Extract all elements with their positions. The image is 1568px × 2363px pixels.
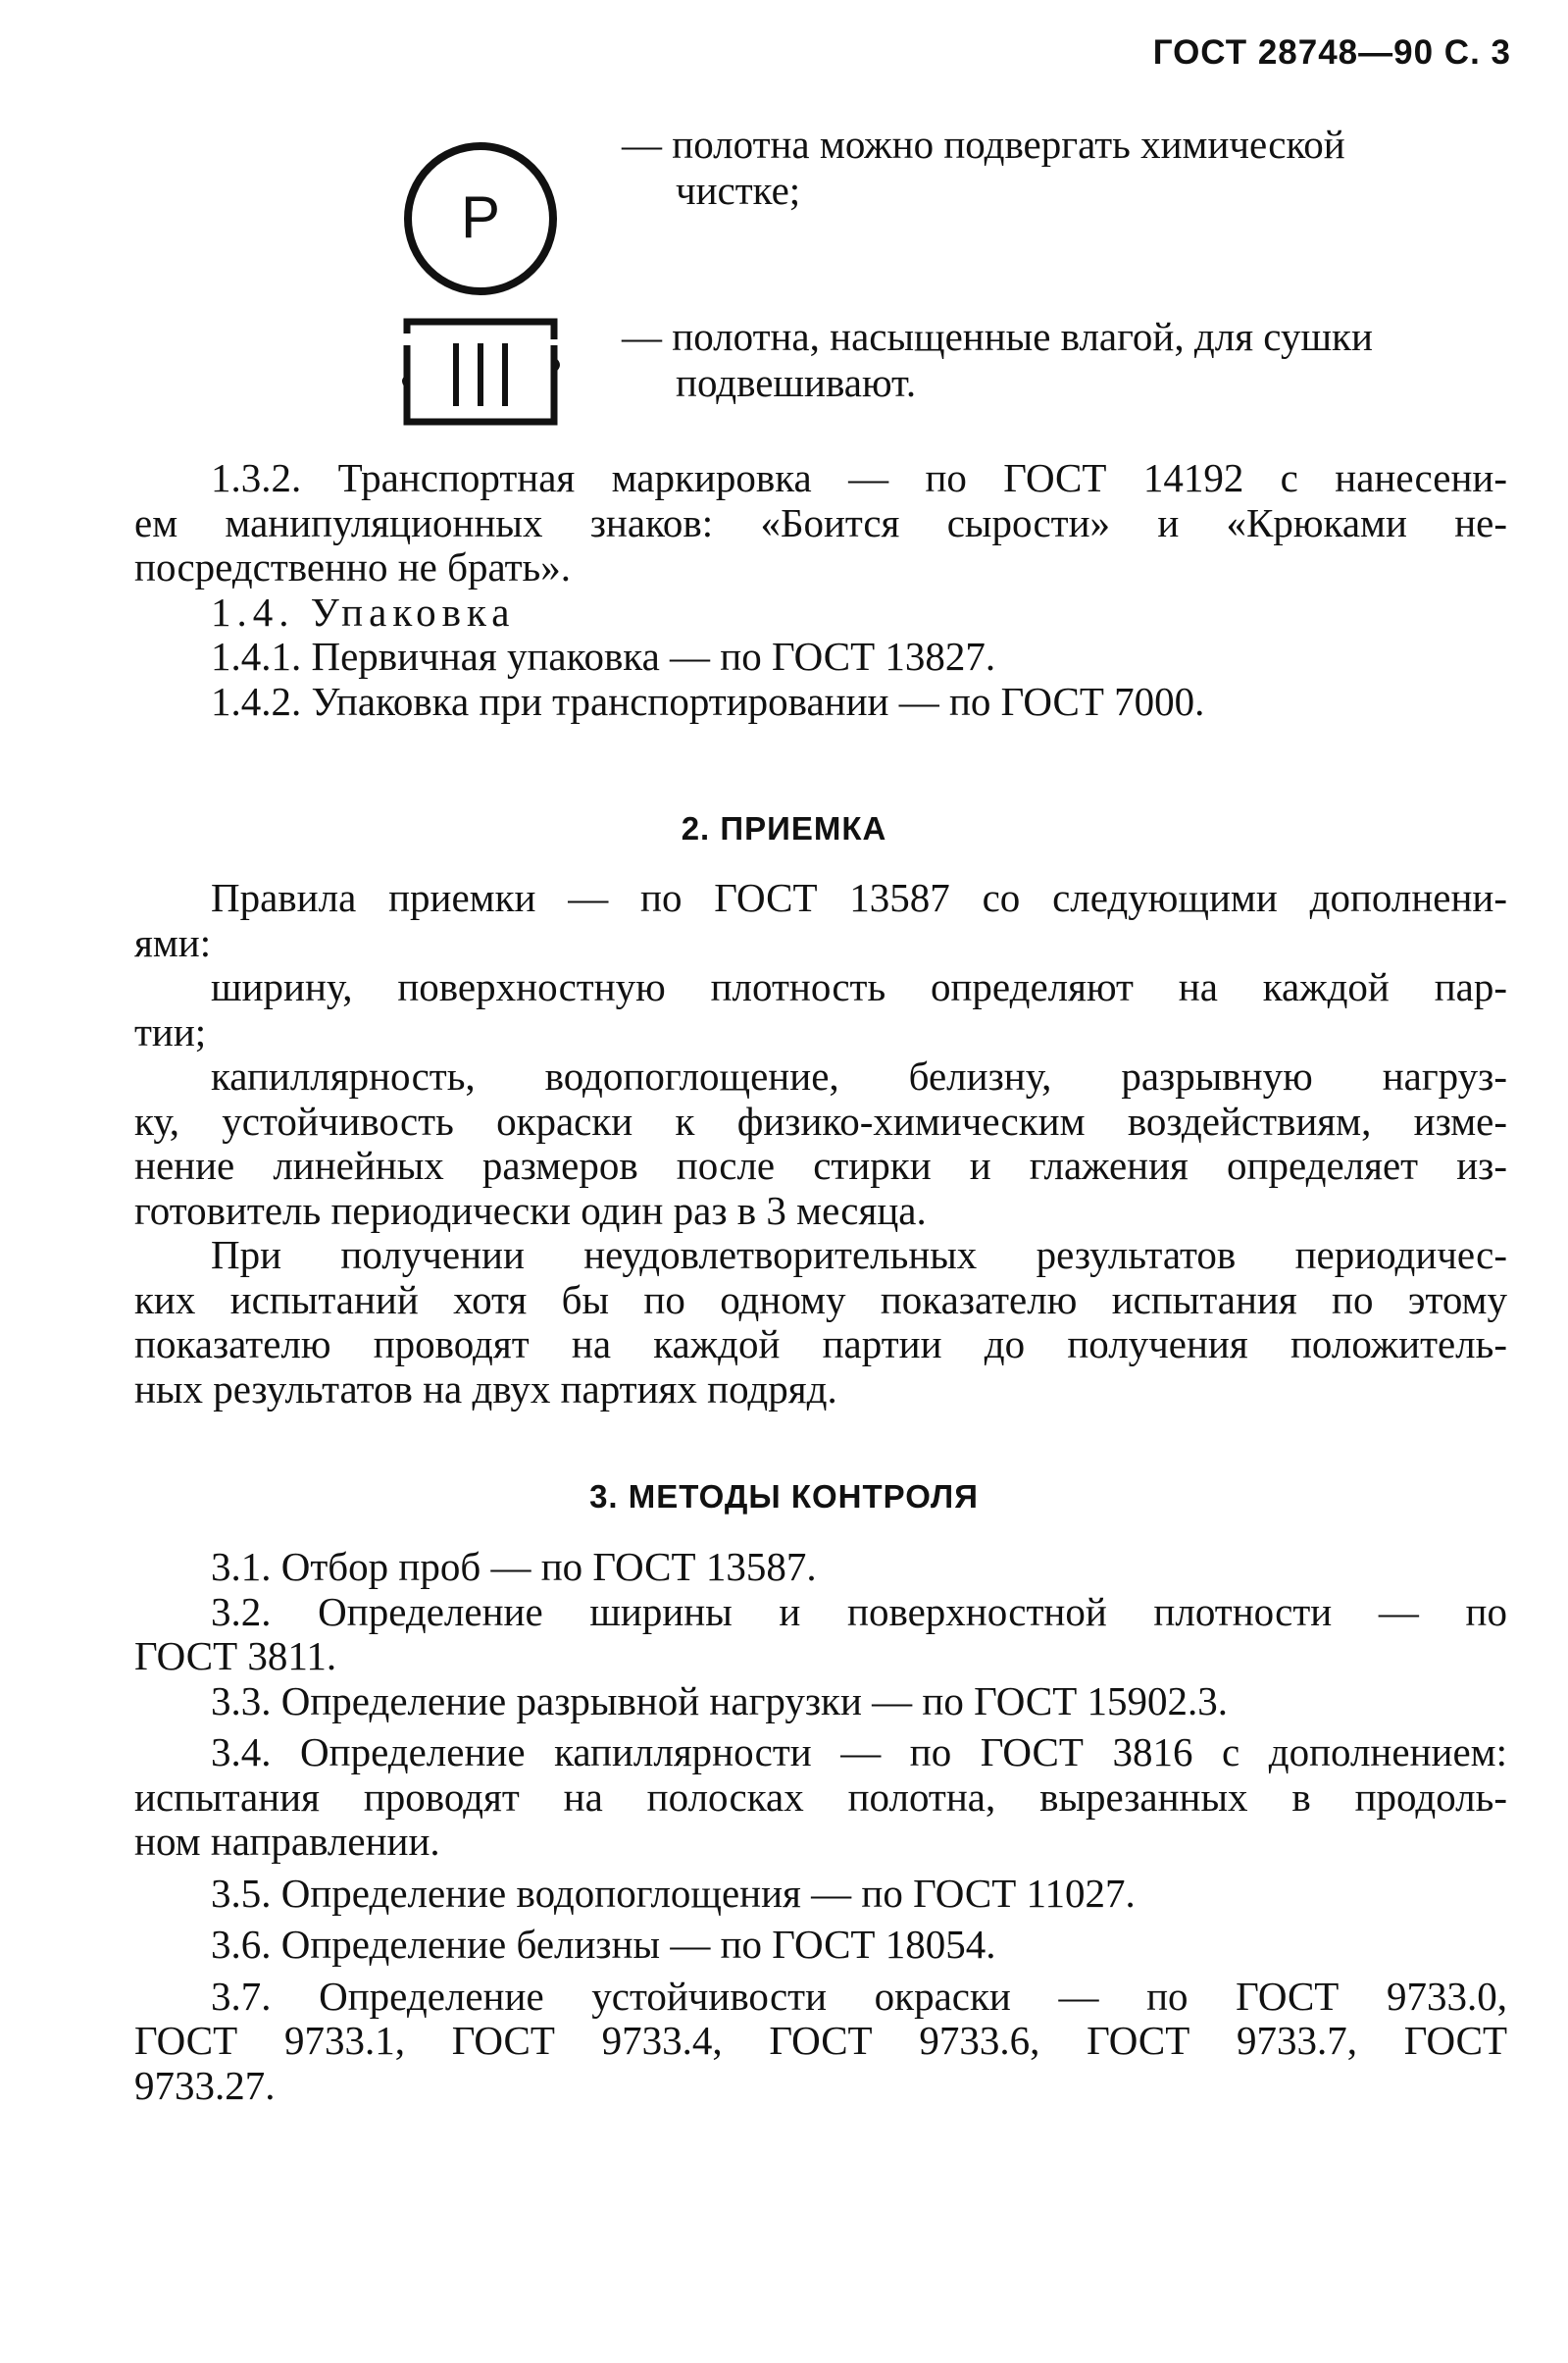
acceptance-line-10: ких испытаний хотя бы по одному показателю испытания по этому	[134, 1276, 1507, 1322]
method-3-7-line-2: ГОСТ 9733.1, ГОСТ 9733.4, ГОСТ 9733.6, ГОСТ 9733.7, ГОСТ	[134, 2018, 1507, 2063]
method-3-5: 3.5. Определение водопоглощения — по ГОСТ 11027.	[211, 1870, 1136, 1916]
dry-clean-line-2: чистке;	[676, 168, 801, 213]
acceptance-line-7: нение линейных размеров после стирки и глажения определяет из-	[134, 1143, 1507, 1188]
method-3-3: 3.3. Определение разрывной нагрузки — по ГОСТ 15902.3.	[211, 1677, 1229, 1723]
paragraph-1-3-2-line-2: ем манипуляционных знаков: «Боится сырости» и «Крюками не-	[134, 499, 1507, 545]
acceptance-line-8: готовитель периодически один раз в 3 месяца.	[134, 1187, 927, 1233]
method-3-4-line-1: 3.4. Определение капиллярности — по ГОСТ 3816 с дополнением:	[211, 1729, 1507, 1774]
dry-clean-p-letter: P	[460, 184, 501, 250]
method-3-7-line-3: 9733.27.	[134, 2062, 276, 2108]
acceptance-line-11: показателю проводят на каждой партии до получения положитель-	[134, 1321, 1507, 1366]
acceptance-line-4: тии;	[134, 1008, 207, 1054]
dry-clean-description	[622, 122, 1504, 214]
section-3-heading: 3. МЕТОДЫ КОНТРОЛЯ	[589, 1478, 979, 1515]
acceptance-line-1: Правила приемки — по ГОСТ 13587 со следующими дополнени-	[211, 875, 1507, 920]
paragraph-1-4-1: 1.4.1. Первичная упаковка — по ГОСТ 13827.	[211, 634, 996, 679]
acceptance-line-9: При получении неудовлетворительных результатов периодичес-	[211, 1232, 1507, 1277]
drip-dry-line-1: — полотна, насыщенные влагой, для сушки	[622, 314, 1373, 359]
method-3-2-line-1: 3.2. Определение ширины и поверхностной плотности — по	[211, 1588, 1507, 1634]
drip-dry-line-2: подвешивают.	[676, 360, 917, 405]
acceptance-line-5: капиллярность, водопоглощение, белизну, разрывную нагруз-	[211, 1053, 1507, 1099]
drip-dry-icon	[397, 316, 564, 428]
section-1-text	[134, 456, 1507, 724]
paragraph-1-4-title: 1.4. Упаковка	[211, 589, 516, 635]
paragraph-1-3-2-line-1: 1.3.2. Транспортная маркировка — по ГОСТ 14192 с нанесени-	[211, 455, 1507, 500]
paragraph-1-4-2: 1.4.2. Упаковка при транспортировании — по ГОСТ 7000.	[211, 678, 1205, 724]
acceptance-line-12: ных результатов на двух партиях подряд.	[134, 1365, 837, 1412]
acceptance-line-3: ширину, поверхностную плотность определяют на каждой пар-	[211, 964, 1507, 1009]
dry-clean-line-1: — полотна можно подвергать химической	[622, 122, 1345, 167]
method-3-4-line-2: испытания проводят на полосках полотна, вырезанных в продоль-	[134, 1773, 1507, 1820]
method-3-4-line-3: ном направлении.	[134, 1819, 440, 1864]
drip-dry-description	[622, 314, 1504, 406]
acceptance-line-6: ку, устойчивость окраски к физико-химическим воздействиям, изме-	[134, 1098, 1507, 1144]
section-2-heading: 2. ПРИЕМКА	[681, 810, 887, 847]
section-3-text	[134, 1545, 1507, 2108]
acceptance-line-2: ями:	[134, 919, 212, 965]
page-header: ГОСТ 28748—90 С. 3	[1152, 33, 1511, 72]
paragraph-1-3-2-line-3: посредственно не брать».	[134, 544, 571, 590]
dry-clean-p-icon	[397, 135, 564, 302]
section-2-text	[134, 876, 1507, 1412]
method-3-2-line-2: ГОСТ 3811.	[134, 1633, 337, 1678]
method-3-7-line-1: 3.7. Определение устойчивости окраски — по ГОСТ 9733.0,	[211, 1973, 1507, 2019]
method-3-6: 3.6. Определение белизны — по ГОСТ 18054.	[211, 1922, 996, 1967]
method-3-1: 3.1. Отбор проб — по ГОСТ 13587.	[211, 1544, 817, 1589]
